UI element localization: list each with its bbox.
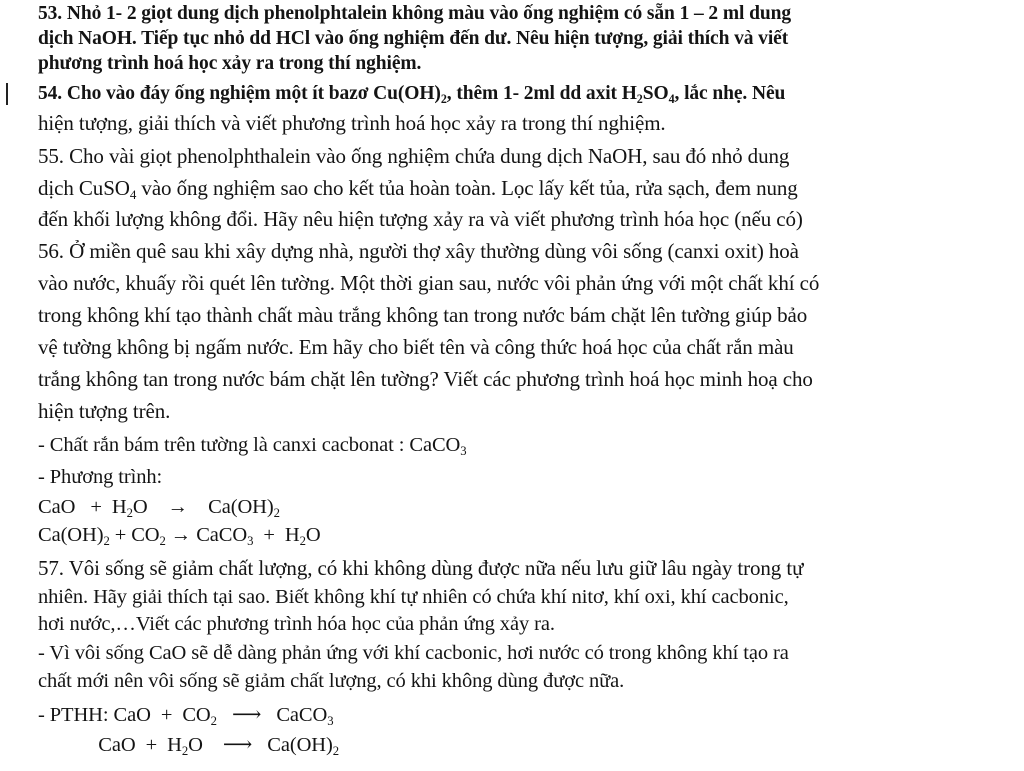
margin-marker bbox=[6, 83, 8, 105]
text-segment: vệ tường không bị ngấm nước. Em hãy cho biết tên và công thức hoá học của chất rắn màu bbox=[38, 335, 794, 359]
text-segment: + CO bbox=[109, 524, 160, 546]
text-segment: 57. Vôi sống sẽ giảm chất lượng, có khi không dùng được nữa nếu lưu giữ lâu ngày trong tự bbox=[38, 556, 804, 580]
text-segment: dịch NaOH. Tiếp tục nhỏ dd HCl vào ống nghiệm đến dư. Nêu hiện tượng, giải thích và viết bbox=[38, 28, 789, 49]
text-line bbox=[38, 523, 321, 547]
subscript: 2 bbox=[299, 534, 306, 549]
text-line bbox=[38, 703, 333, 727]
text-segment: 54. Cho vào đáy ống nghiệm một ít bazơ Cu(OH) bbox=[38, 83, 441, 104]
text-segment: nhiên. Hãy giải thích tại sao. Biết không khí tự nhiên có chứa khí nitơ, khí oxi, khí cacbonic, bbox=[38, 586, 789, 608]
text-line bbox=[38, 144, 789, 168]
text-segment: vào nước, khuấy rồi quét lên tường. Một thời gian sau, nước vôi phản ứng với một chất khí có bbox=[38, 271, 820, 295]
text-line bbox=[38, 82, 785, 106]
text-segment: SO bbox=[642, 83, 669, 104]
text-line bbox=[38, 641, 789, 665]
text-segment: , lắc nhẹ. Nêu bbox=[674, 83, 786, 104]
subscript: 2 bbox=[181, 744, 189, 759]
text-line bbox=[38, 733, 339, 757]
text-segment: CaO + H bbox=[38, 496, 127, 518]
text-segment: vào ống nghiệm sao cho kết tủa hoàn toàn. Lọc lấy kết tủa, rửa sạch, đem nung bbox=[136, 176, 798, 200]
text-line bbox=[38, 176, 798, 203]
text-segment: O bbox=[305, 524, 321, 546]
text-line bbox=[38, 111, 666, 135]
text-line bbox=[38, 495, 280, 519]
text-segment: đến khối lượng không đổi. Hãy nêu hiện tượng xảy ra và viết phương trình hóa học (nếu có) bbox=[38, 207, 803, 231]
text-segment: 53. Nhỏ 1- 2 giọt dung dịch phenolphtalein không màu vào ống nghiệm có sẵn 1 – 2 ml dung bbox=[38, 3, 791, 24]
text-segment: , thêm 1- 2ml dd axit H bbox=[446, 83, 637, 104]
text-segment: O → Ca(OH) bbox=[132, 496, 274, 518]
text-segment: - Chất rắn bám trên tường là canxi cacbonat : CaCO bbox=[38, 434, 461, 456]
subscript: 3 bbox=[327, 714, 334, 729]
subscript: 3 bbox=[247, 534, 254, 549]
text-segment: - Vì vôi sống CaO sẽ dễ dàng phản ứng với khí cacbonic, hơi nước có trong không khí tạo ra bbox=[38, 642, 789, 664]
text-line bbox=[38, 52, 421, 76]
text-line bbox=[38, 399, 170, 423]
text-segment: trong không khí tạo thành chất màu trắng không tan trong nước bám chặt lên tường giúp bảo bbox=[38, 303, 808, 327]
text-segment: hiện tượng trên. bbox=[38, 399, 171, 423]
text-line bbox=[38, 585, 789, 609]
text-line bbox=[38, 433, 467, 457]
subscript: 4 bbox=[129, 187, 137, 203]
text-segment: ⟶ CaCO bbox=[216, 704, 328, 726]
text-segment: Ca(OH) bbox=[38, 524, 104, 546]
text-line bbox=[38, 2, 791, 26]
text-line bbox=[38, 612, 555, 636]
subscript: 2 bbox=[126, 506, 133, 521]
text-segment: 55. Cho vài giọt phenolphthalein vào ống nghiệm chứa dung dịch NaOH, sau đó nhỏ dung bbox=[38, 144, 790, 168]
text-line bbox=[38, 669, 624, 693]
subscript: 4 bbox=[668, 91, 675, 106]
subscript: 2 bbox=[159, 534, 166, 549]
subscript: 2 bbox=[210, 714, 217, 729]
subscript: 2 bbox=[103, 534, 110, 549]
text-line bbox=[38, 303, 807, 327]
text-line bbox=[38, 207, 803, 231]
subscript: 2 bbox=[332, 744, 339, 759]
text-line bbox=[38, 335, 794, 359]
text-segment: - PTHH: CaO + CO bbox=[38, 704, 211, 726]
subscript: 2 bbox=[273, 506, 280, 521]
text-line bbox=[38, 465, 162, 489]
subscript: 2 bbox=[440, 91, 447, 106]
subscript: 2 bbox=[636, 91, 643, 106]
text-segment: → CaCO bbox=[165, 524, 248, 546]
text-line bbox=[38, 239, 799, 263]
text-segment: 56. Ở miền quê sau khi xây dựng nhà, người thợ xây thường dùng vôi sống (canxi oxit) hoà bbox=[38, 239, 799, 263]
text-segment: CaO + H bbox=[38, 734, 182, 756]
text-segment: O ⟶ Ca(OH) bbox=[188, 734, 333, 756]
text-segment: + H bbox=[253, 524, 300, 546]
text-segment: - Phương trình: bbox=[38, 466, 163, 488]
text-segment: chất mới nên vôi sống sẽ giảm chất lượng, có khi không dùng được nữa. bbox=[38, 670, 625, 692]
text-segment: hơi nước,…Viết các phương trình hóa học của phản ứng xảy ra. bbox=[38, 613, 555, 635]
text-segment: dịch CuSO bbox=[38, 176, 130, 200]
subscript: 3 bbox=[460, 444, 467, 459]
text-line bbox=[38, 367, 813, 391]
text-segment: hiện tượng, giải thích và viết phương trình hoá học xảy ra trong thí nghiệm. bbox=[38, 111, 666, 135]
text-line bbox=[38, 271, 819, 295]
text-line bbox=[38, 27, 788, 51]
text-line bbox=[38, 556, 803, 580]
text-segment: phương trình hoá học xảy ra trong thí nghiệm. bbox=[38, 53, 422, 74]
text-segment: trắng không tan trong nước bám chặt lên tường? Viết các phương trình hoá học minh hoạ cho bbox=[38, 367, 813, 391]
